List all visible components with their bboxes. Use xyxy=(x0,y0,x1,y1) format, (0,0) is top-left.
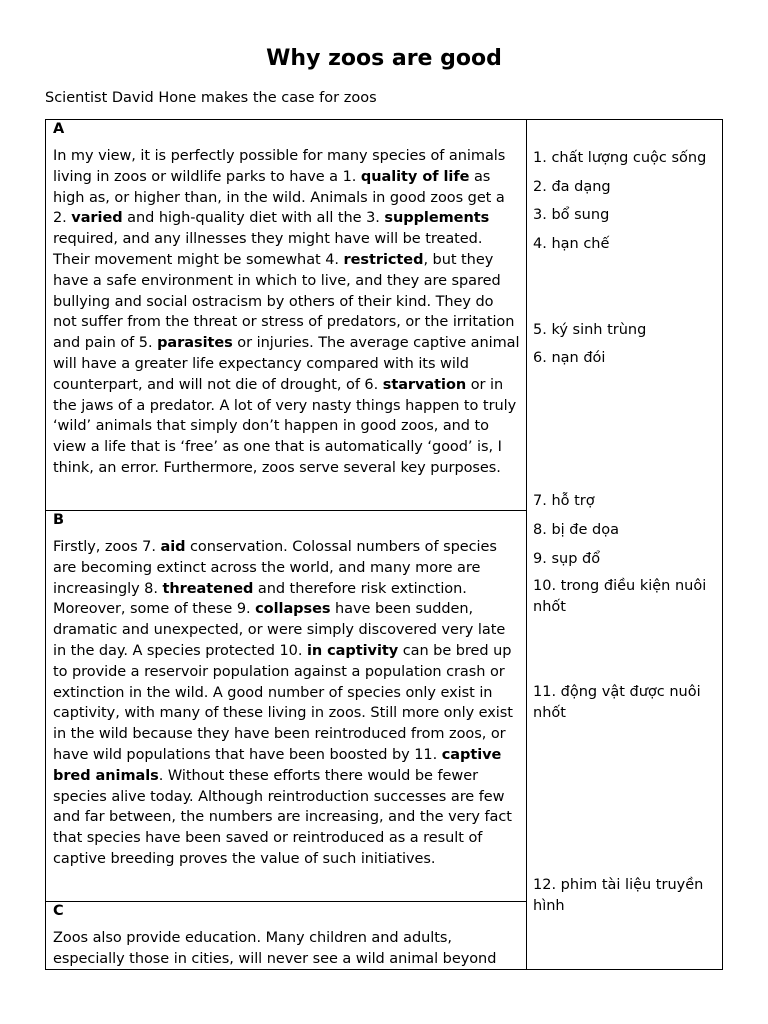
section-text xyxy=(53,537,520,870)
body-text: Zoos also provide education. Many children and adults, especially those in cities, will never see a wild animal beyond xyxy=(53,930,497,967)
vocab-term: quality of life xyxy=(360,168,470,185)
vocabulary-table xyxy=(45,119,723,970)
gloss-item-8: 8. bị đe dọa xyxy=(533,522,619,538)
gloss-item-2: 2. đa dạng xyxy=(533,179,611,195)
body-text: , but they have a safe environment in which to live, and they are spared bullying and social ostracism by others of their kind. They do not suffer from the threat or stress of predators, or the irritation and pain of 5. xyxy=(53,251,515,352)
gloss-item-12: 12. phim tài liệu truyền hình xyxy=(533,877,704,914)
gloss-item-5: 5. ký sinh trùng xyxy=(533,322,647,338)
gloss-item-6: 6. nạn đói xyxy=(533,350,606,366)
gloss-item-7: 7. hỗ trợ xyxy=(533,493,595,509)
glossary-column xyxy=(526,120,723,969)
page-title: Why zoos are good xyxy=(266,46,502,71)
gloss-item-11: 11. động vật được nuôi nhốt xyxy=(533,684,701,721)
body-text: . Without these efforts there would be fewer species alive today. Although reintroduction successes are few and far between, the numbers are increasing, and the very fact that species have been saved or reintroduced as a result of captive breeding proves the value of such initiatives. xyxy=(53,767,512,867)
gloss-item-4: 4. hạn chế xyxy=(533,236,610,252)
vocab-term: parasites xyxy=(157,335,233,352)
gloss-item-10: 10. trong điều kiện nuôi nhốt xyxy=(533,578,707,615)
section-b xyxy=(46,510,526,870)
body-text: In my view, it is perfectly possible for many species of animals living in zoos or wildlife parks to have a 1. xyxy=(53,148,506,185)
gloss-item-3: 3. bổ sung xyxy=(533,207,610,223)
section-label: C xyxy=(53,903,64,919)
body-text: or in the jaws of a predator. A lot of very nasty things happen to truly ‘wild’ animals that simply don’t happen in good zoos, and to view a life that is ‘free’ as one that is automatically ‘good’ is, I think, an error. Furthermore, zoos serve several key purposes. xyxy=(53,376,517,476)
body-text: have been sudden, dramatic and unexpected, or were simply discovered very late in the day. A species protected 10. xyxy=(53,601,506,659)
gloss-item-9: 9. sụp đổ xyxy=(533,551,601,567)
reading-column xyxy=(46,120,526,969)
vocab-term: captive bred animals xyxy=(53,746,502,784)
section-label: A xyxy=(53,121,65,137)
vocab-term: restricted xyxy=(343,251,424,268)
gloss-item-1: 1. chất lượng cuộc sống xyxy=(533,150,707,166)
vocab-term: in captivity xyxy=(306,642,399,659)
section-a xyxy=(46,120,526,479)
page-subtitle: Scientist David Hone makes the case for zoos xyxy=(45,90,377,106)
vocab-term: starvation xyxy=(382,376,467,393)
body-text: Firstly, zoos 7. xyxy=(53,539,161,555)
vocab-term: varied xyxy=(71,210,123,227)
section-label: B xyxy=(53,512,65,528)
body-text: conservation. Colossal numbers of species are becoming extinct across the world, and many more are increasingly 8. xyxy=(53,539,497,597)
vocab-term: supplements xyxy=(384,210,490,227)
vocab-term: threatened xyxy=(162,580,254,597)
body-text: or injuries. The average captive animal will have a greater life expectancy compared with its wild counterpart, and will not die of drought, of 6. xyxy=(53,335,520,393)
section-text xyxy=(53,928,520,970)
body-text: required, and any illnesses they might have will be treated. Their movement might be somewhat 4. xyxy=(53,231,483,268)
body-text: as high as, or higher than, in the wild. Animals in good zoos get a 2. xyxy=(53,168,505,227)
vocab-term: collapses xyxy=(255,601,331,618)
body-text: can be bred up to provide a reservoir population against a population crash or extinction in the wild. A good number of species only exist in captivity, with many of these living in zoos. Still more only exist in the wild because they have been reintroduced from zoos, or have wild populations that have been boosted by 11. xyxy=(53,642,513,763)
body-text: and high-quality diet with all the 3. xyxy=(122,210,385,227)
section-c xyxy=(46,901,526,970)
vocab-term: aid xyxy=(160,539,186,555)
section-text xyxy=(53,146,520,479)
body-text: and therefore risk extinction. Moreover, some of these 9. xyxy=(53,580,467,618)
